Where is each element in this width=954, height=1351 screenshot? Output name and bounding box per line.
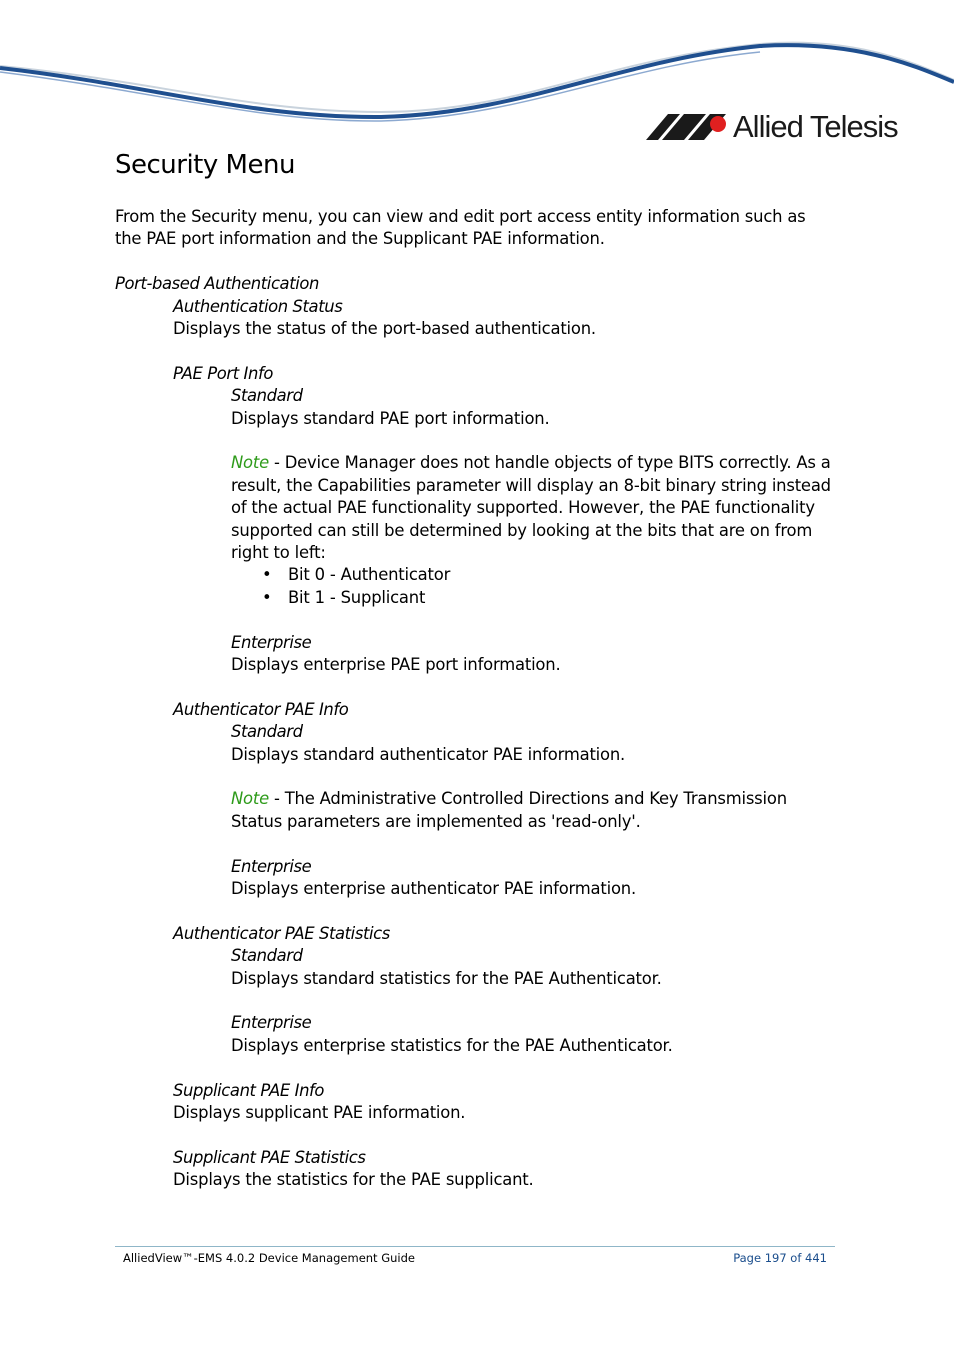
page-title: Security Menu xyxy=(115,150,295,180)
heading-supp-pae-info: Supplicant PAE Info xyxy=(173,1080,325,1100)
note-text: - The Administrative Controlled Directions and Key Transmission Status parameters are implemented as 'read-only'. xyxy=(231,789,787,831)
heading-enterprise: Enterprise xyxy=(231,1013,312,1033)
desc-supp-pae-info: Displays supplicant PAE information. xyxy=(173,1103,466,1123)
heading-enterprise: Enterprise xyxy=(231,632,312,652)
list-item: • Bit 1 - Supplicant xyxy=(288,587,835,609)
desc-enterprise: Displays enterprise authenticator PAE information. xyxy=(231,879,636,899)
desc-standard: Displays standard authenticator PAE information. xyxy=(231,744,626,764)
heading-supp-pae-stats: Supplicant PAE Statistics xyxy=(173,1147,366,1167)
brand-name: Allied Telesis xyxy=(733,109,898,144)
heading-auth-status: Authentication Status xyxy=(173,296,343,316)
list-item: • Bit 0 - Authenticator xyxy=(288,564,835,586)
desc-enterprise: Displays enterprise PAE port information. xyxy=(231,655,561,675)
heading-standard: Standard xyxy=(231,946,303,966)
heading-enterprise: Enterprise xyxy=(231,856,312,876)
footer-page-number: Page 197 of 441 xyxy=(733,1251,827,1265)
note-label: Note xyxy=(231,789,269,809)
heading-standard: Standard xyxy=(231,722,303,742)
heading-pae-port-info: PAE Port Info xyxy=(173,363,273,383)
desc-standard: Displays standard statistics for the PAE Authenticator. xyxy=(231,968,662,988)
heading-port-based: Port-based Authentication xyxy=(115,274,319,294)
note-paragraph xyxy=(231,788,835,833)
document-body xyxy=(115,206,835,1192)
intro-paragraph: From the Security menu, you can view and edit port access entity information such as the PAE port information and the Supplicant PAE information. xyxy=(115,207,806,249)
heading-auth-pae-stats: Authenticator PAE Statistics xyxy=(173,923,390,943)
note-paragraph xyxy=(231,452,835,564)
heading-standard: Standard xyxy=(231,386,303,406)
heading-auth-pae-info: Authenticator PAE Info xyxy=(173,699,349,719)
footer-divider xyxy=(115,1246,835,1247)
footer-doc-title: AlliedView™-EMS 4.0.2 Device Management Guide xyxy=(123,1251,415,1265)
desc-standard: Displays standard PAE port information. xyxy=(231,408,550,428)
desc-supp-pae-stats: Displays the statistics for the PAE supplicant. xyxy=(173,1170,534,1190)
note-label: Note xyxy=(231,453,269,473)
desc-enterprise: Displays enterprise statistics for the PAE Authenticator. xyxy=(231,1035,673,1055)
note-text: - Device Manager does not handle objects of type BITS correctly. As a result, the Capabilities parameter will display an 8-bit binary string instead of the actual PAE functionality supported. However, the PAE functionality supported can still be determined by looking at the bits that are on from right to left: xyxy=(231,453,831,563)
bits-list xyxy=(115,564,835,609)
desc-auth-status: Displays the status of the port-based authentication. xyxy=(173,319,596,339)
